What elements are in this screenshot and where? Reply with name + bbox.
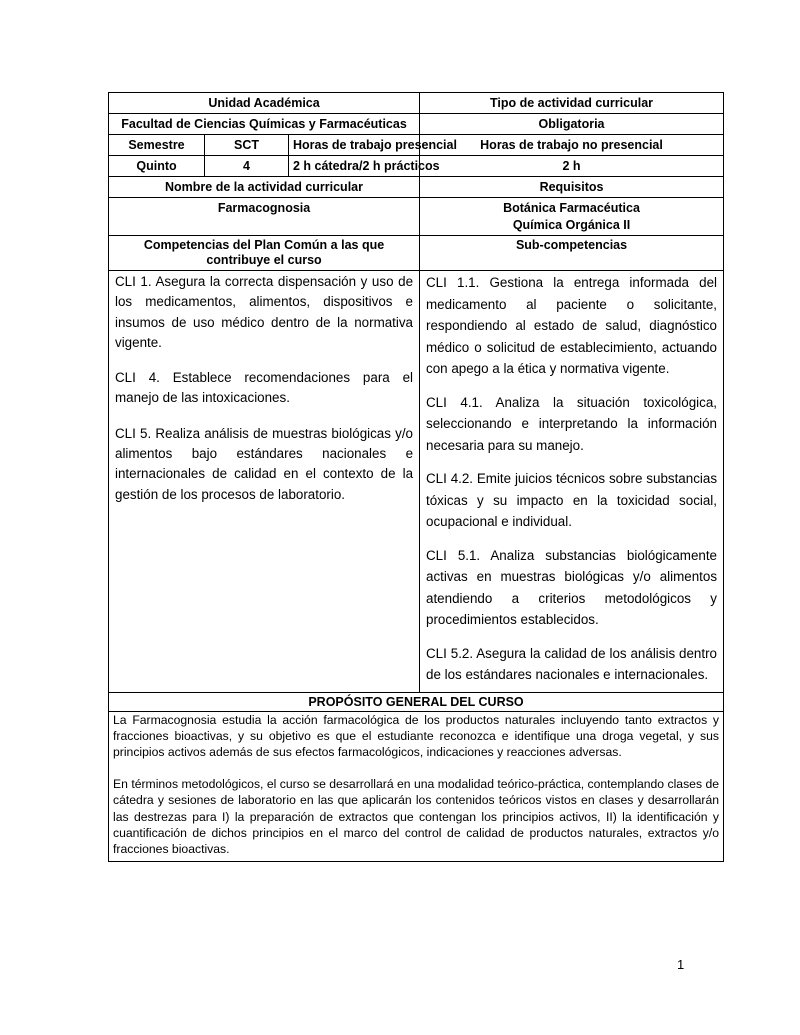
proposito-text — [109, 711, 724, 862]
subcompetencia-item: CLI 1.1. Gestiona la entrega informada del medicamento al paciente o solicitante, respondiendo al estado de salud, diagnóstico médico o solicitud de establecimiento, actuando con apego a la ética y normativa vigente. — [426, 275, 718, 376]
subcompetencias-label: Sub-competencias — [420, 236, 724, 271]
horas-presencial-value: 2 h cátedra/2 h prácticos — [289, 156, 420, 177]
course-info-table — [108, 92, 724, 862]
proposito-paragraph: La Farmacognosia estudia la acción farmacológica de los productos naturales incluyendo tanto extractos y fracciones bioactivas, y su objetivo es que el estudiante reconozca e identifique una droga vegetal, y sus principios activos además de sus efectos farmacológicos, indicaciones y reacciones adversas. — [113, 712, 720, 759]
requisito-item: Química Orgánica II — [512, 218, 631, 232]
proposito-paragraph: En términos metodológicos, el curso se desarrollará en una modalidad teórico-práctica, contemplando clases de cátedra y sesiones de laboratorio en las que aplicarán los contenidos teóricos vistos en clases y desarrollarán las destrezas para I) la preparación de extractos que contengan los principios activos, II) la identificación y cuantificación de dichos principios en el marco del control de calidad de productos naturales, extractos y/o fracciones bioactivas. — [113, 777, 720, 856]
subcompetencia-item: CLI 4.1. Analiza la situación toxicológica, seleccionando e interpretando la información necesaria para su manejo. — [426, 394, 718, 453]
semestre-value: Quinto — [109, 156, 205, 177]
sct-value: 4 — [205, 156, 289, 177]
unidad-value: Facultad de Ciencias Químicas y Farmacéuticas — [109, 114, 420, 135]
semestre-label: Semestre — [109, 135, 205, 156]
nombre-value: Farmacognosia — [109, 198, 420, 236]
sct-label: SCT — [205, 135, 289, 156]
page-number: 1 — [677, 957, 685, 972]
subcompetencia-item: CLI 4.2. Emite juicios técnicos sobre substancias tóxicas y su impacto en la toxicidad social, ocupacional e individual. — [426, 471, 718, 529]
tipo-value: Obligatoria — [420, 114, 724, 135]
tipo-label: Tipo de actividad curricular — [420, 93, 724, 114]
competencias-label: Competencias del Plan Común a las que contribuye el curso — [109, 236, 420, 271]
subcompetencia-item: CLI 5.1. Analiza substancias biológicamente activas en muestras biológicas y/o alimentos atendiendo a criterios metodológicos y procedimientos establecidos. — [426, 547, 718, 627]
competencias-list — [109, 271, 420, 693]
competencia-item: CLI 5. Realiza análisis de muestras biológicas y/o alimentos bajo estándares nacionales e internacionales de calidad en el contexto de la gestión de los procesos de laboratorio. — [115, 425, 414, 502]
proposito-label: PROPÓSITO GENERAL DEL CURSO — [109, 692, 724, 711]
nombre-label: Nombre de la actividad curricular — [109, 177, 420, 198]
requisito-item: Botánica Farmacéutica — [503, 201, 640, 215]
competencia-item: CLI 4. Establece recomendaciones para el manejo de las intoxicaciones. — [115, 370, 414, 406]
subcompetencia-item: CLI 5.2. Asegura la calidad de los análisis dentro de los estándares nacionales e internacionales. — [426, 645, 718, 682]
subcompetencias-list — [420, 271, 724, 693]
requisitos-value — [420, 198, 724, 236]
unidad-label: Unidad Académica — [109, 93, 420, 114]
competencia-item: CLI 1. Asegura la correcta dispensación y uso de los medicamentos, alimentos, dispositivos e insumos de uso médico dentro de la normativa vigente. — [115, 274, 414, 350]
horas-no-presencial-value: 2 h — [420, 156, 724, 177]
course-document — [108, 92, 723, 862]
requisitos-label: Requisitos — [420, 177, 724, 198]
horas-no-presencial-label: Horas de trabajo no presencial — [420, 135, 724, 156]
horas-presencial-label: Horas de trabajo presencial — [289, 135, 420, 156]
